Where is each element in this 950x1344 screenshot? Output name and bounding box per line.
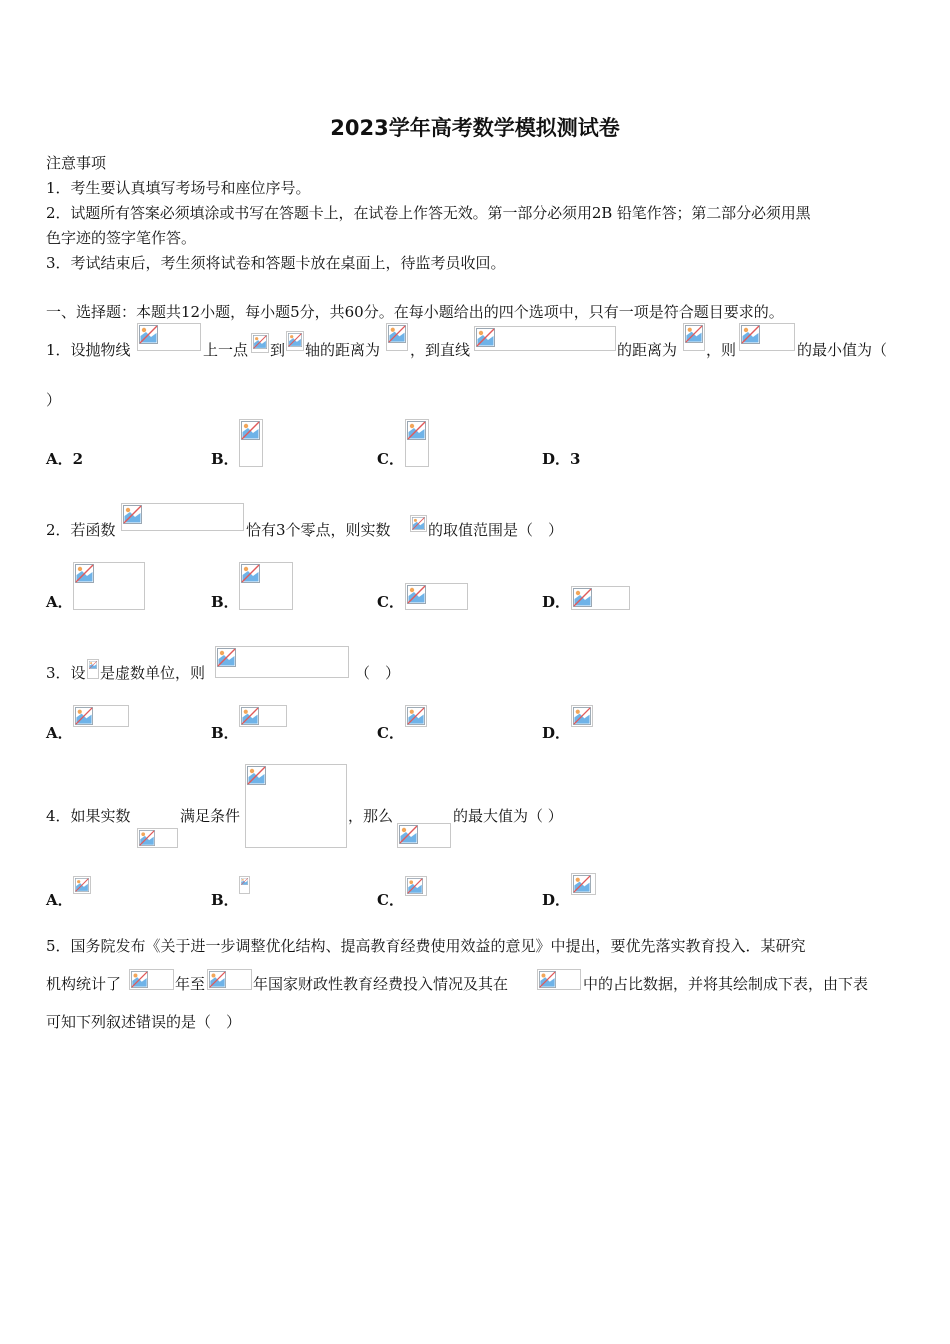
broken-image-icon (683, 323, 705, 351)
broken-image-icon (207, 969, 252, 990)
q3-option-a: A． (46, 724, 73, 742)
q5-line-2a: 机构统计了 (46, 975, 122, 993)
broken-image-glyph (123, 505, 142, 524)
q5-line-2d: 中的占比数据，并将其绘制成下表，由下表 (583, 975, 869, 993)
broken-image-icon (405, 705, 427, 727)
q1-text-8: 的最小值为（ (797, 341, 888, 359)
broken-image-icon (405, 419, 429, 467)
notice-item-2: 2．试题所有答案必须填涂或书写在答题卡上，在试卷上作答无效。第一部分必须用2B 铅笔作答；第二部分必须用黑 (46, 204, 811, 222)
broken-image-icon (474, 326, 616, 351)
broken-image-icon (571, 586, 630, 610)
broken-image-icon (251, 333, 269, 353)
broken-image-icon (286, 331, 304, 351)
broken-image-glyph (131, 971, 148, 988)
broken-image-icon (571, 705, 593, 727)
q5-line-2c: 年国家财政性教育经费投入情况及其在 (253, 975, 509, 993)
broken-image-glyph (573, 707, 591, 725)
broken-image-icon (739, 323, 795, 351)
broken-image-icon (129, 969, 174, 990)
broken-image-icon (245, 764, 347, 848)
broken-image-icon (137, 323, 201, 351)
broken-image-icon (73, 562, 145, 610)
broken-image-glyph (407, 707, 425, 725)
broken-image-glyph (253, 335, 267, 349)
q2-option-a: A． (46, 593, 73, 611)
q3-text-3: （ ） (355, 664, 401, 682)
broken-image-glyph (407, 878, 423, 894)
q5-line-3: 可知下列叙述错误的是（ ） (46, 1013, 242, 1031)
q4-option-b: B． (211, 891, 239, 909)
q1-text-4: 轴的距离为 (305, 341, 381, 359)
broken-image-glyph (209, 971, 226, 988)
broken-image-glyph (241, 564, 260, 583)
section-heading: 一、选择题：本题共12小题，每小题5分，共60分。在每小题给出的四个选项中，只有一项是符合题目要求的。 (46, 303, 784, 321)
broken-image-icon (405, 876, 427, 896)
q3-option-d: D． (542, 724, 571, 742)
broken-image-glyph (241, 707, 259, 725)
q3-option-c: C． (377, 724, 404, 742)
broken-image-icon (239, 876, 250, 894)
broken-image-icon (239, 705, 287, 727)
broken-image-glyph (539, 971, 556, 988)
q4-text-3: ，那么 (348, 807, 394, 825)
broken-image-icon (73, 876, 91, 894)
broken-image-icon (410, 515, 427, 532)
broken-image-glyph (685, 325, 703, 343)
notice-item-1: 1．考生要认真填写考场号和座位序号。 (46, 179, 311, 197)
broken-image-glyph (476, 328, 495, 347)
broken-image-icon (397, 823, 451, 848)
q1-option-a: A．2 (46, 450, 84, 468)
broken-image-glyph (75, 707, 93, 725)
broken-image-glyph (241, 421, 260, 440)
page-title: 2023学年高考数学模拟测试卷 (330, 116, 620, 140)
notice-item-2-cont: 色字迹的签字笔作答。 (46, 229, 197, 247)
q3-option-b: B． (211, 724, 239, 742)
broken-image-icon (386, 323, 408, 351)
q4-text-4: 的最大值为（ ） (453, 807, 563, 825)
q1-option-b: B． (211, 450, 239, 468)
q2-option-c: C． (377, 593, 404, 611)
broken-image-icon (73, 705, 129, 727)
q5-line-2b: 年至 (175, 975, 206, 993)
q2-text-3: 的取值范围是（ ） (428, 521, 564, 539)
broken-image-glyph (388, 325, 406, 343)
q1-option-c: C． (377, 450, 404, 468)
broken-image-glyph (217, 648, 236, 667)
broken-image-icon (571, 873, 596, 895)
q2-option-d: D． (542, 593, 571, 611)
broken-image-glyph (139, 325, 158, 344)
broken-image-glyph (75, 564, 94, 583)
broken-image-icon (239, 562, 293, 610)
broken-image-glyph (241, 878, 248, 885)
notice-item-3: 3．考试结束后，考生须将试卷和答题卡放在桌面上，待监考员收回。 (46, 254, 506, 272)
broken-image-glyph (741, 325, 760, 344)
broken-image-icon (121, 503, 244, 531)
q4-option-a: A． (46, 891, 73, 909)
broken-image-icon (87, 659, 99, 679)
broken-image-icon (405, 583, 468, 610)
q3-text-1: 3．设 (46, 664, 86, 682)
broken-image-icon (239, 419, 263, 467)
broken-image-glyph (412, 517, 425, 530)
q1-text-1: 1．设抛物线 (46, 341, 131, 359)
q4-option-c: C． (377, 891, 404, 909)
broken-image-glyph (573, 588, 592, 607)
q1-text-2: 上一点 (203, 341, 249, 359)
broken-image-icon (215, 646, 349, 678)
q4-option-d: D． (542, 891, 571, 909)
q1-text-7: ，则 (706, 341, 737, 359)
q1-text-9: ） (46, 391, 62, 409)
q4-text-1: 4．如果实数 (46, 807, 131, 825)
broken-image-glyph (139, 830, 155, 846)
broken-image-glyph (288, 333, 302, 347)
broken-image-glyph (573, 875, 591, 893)
q2-option-b: B． (211, 593, 239, 611)
broken-image-icon (537, 969, 581, 990)
broken-image-icon (137, 828, 178, 848)
broken-image-glyph (407, 585, 426, 604)
q1-text-5: ，到直线 (410, 341, 471, 359)
q5-line-1: 5．国务院发布《关于进一步调整优化结构、提高教育经费使用效益的意见》中提出，要优先落实教育投入．某研究 (46, 937, 806, 955)
broken-image-glyph (399, 825, 418, 844)
q1-text-6: 的距离为 (617, 341, 678, 359)
notice-heading: 注意事项 (46, 154, 107, 172)
q3-text-2: 是虚数单位，则 (100, 664, 206, 682)
broken-image-glyph (75, 878, 89, 892)
q2-text-1: 2．若函数 (46, 521, 116, 539)
q2-text-2: 恰有3个零点，则实数 (246, 521, 391, 539)
q4-text-2: 满足条件 (180, 807, 241, 825)
broken-image-glyph (247, 766, 266, 785)
q1-option-d: D．3 (542, 450, 581, 468)
broken-image-glyph (407, 421, 426, 440)
q1-text-3: 到 (270, 341, 286, 359)
broken-image-glyph (89, 661, 97, 669)
